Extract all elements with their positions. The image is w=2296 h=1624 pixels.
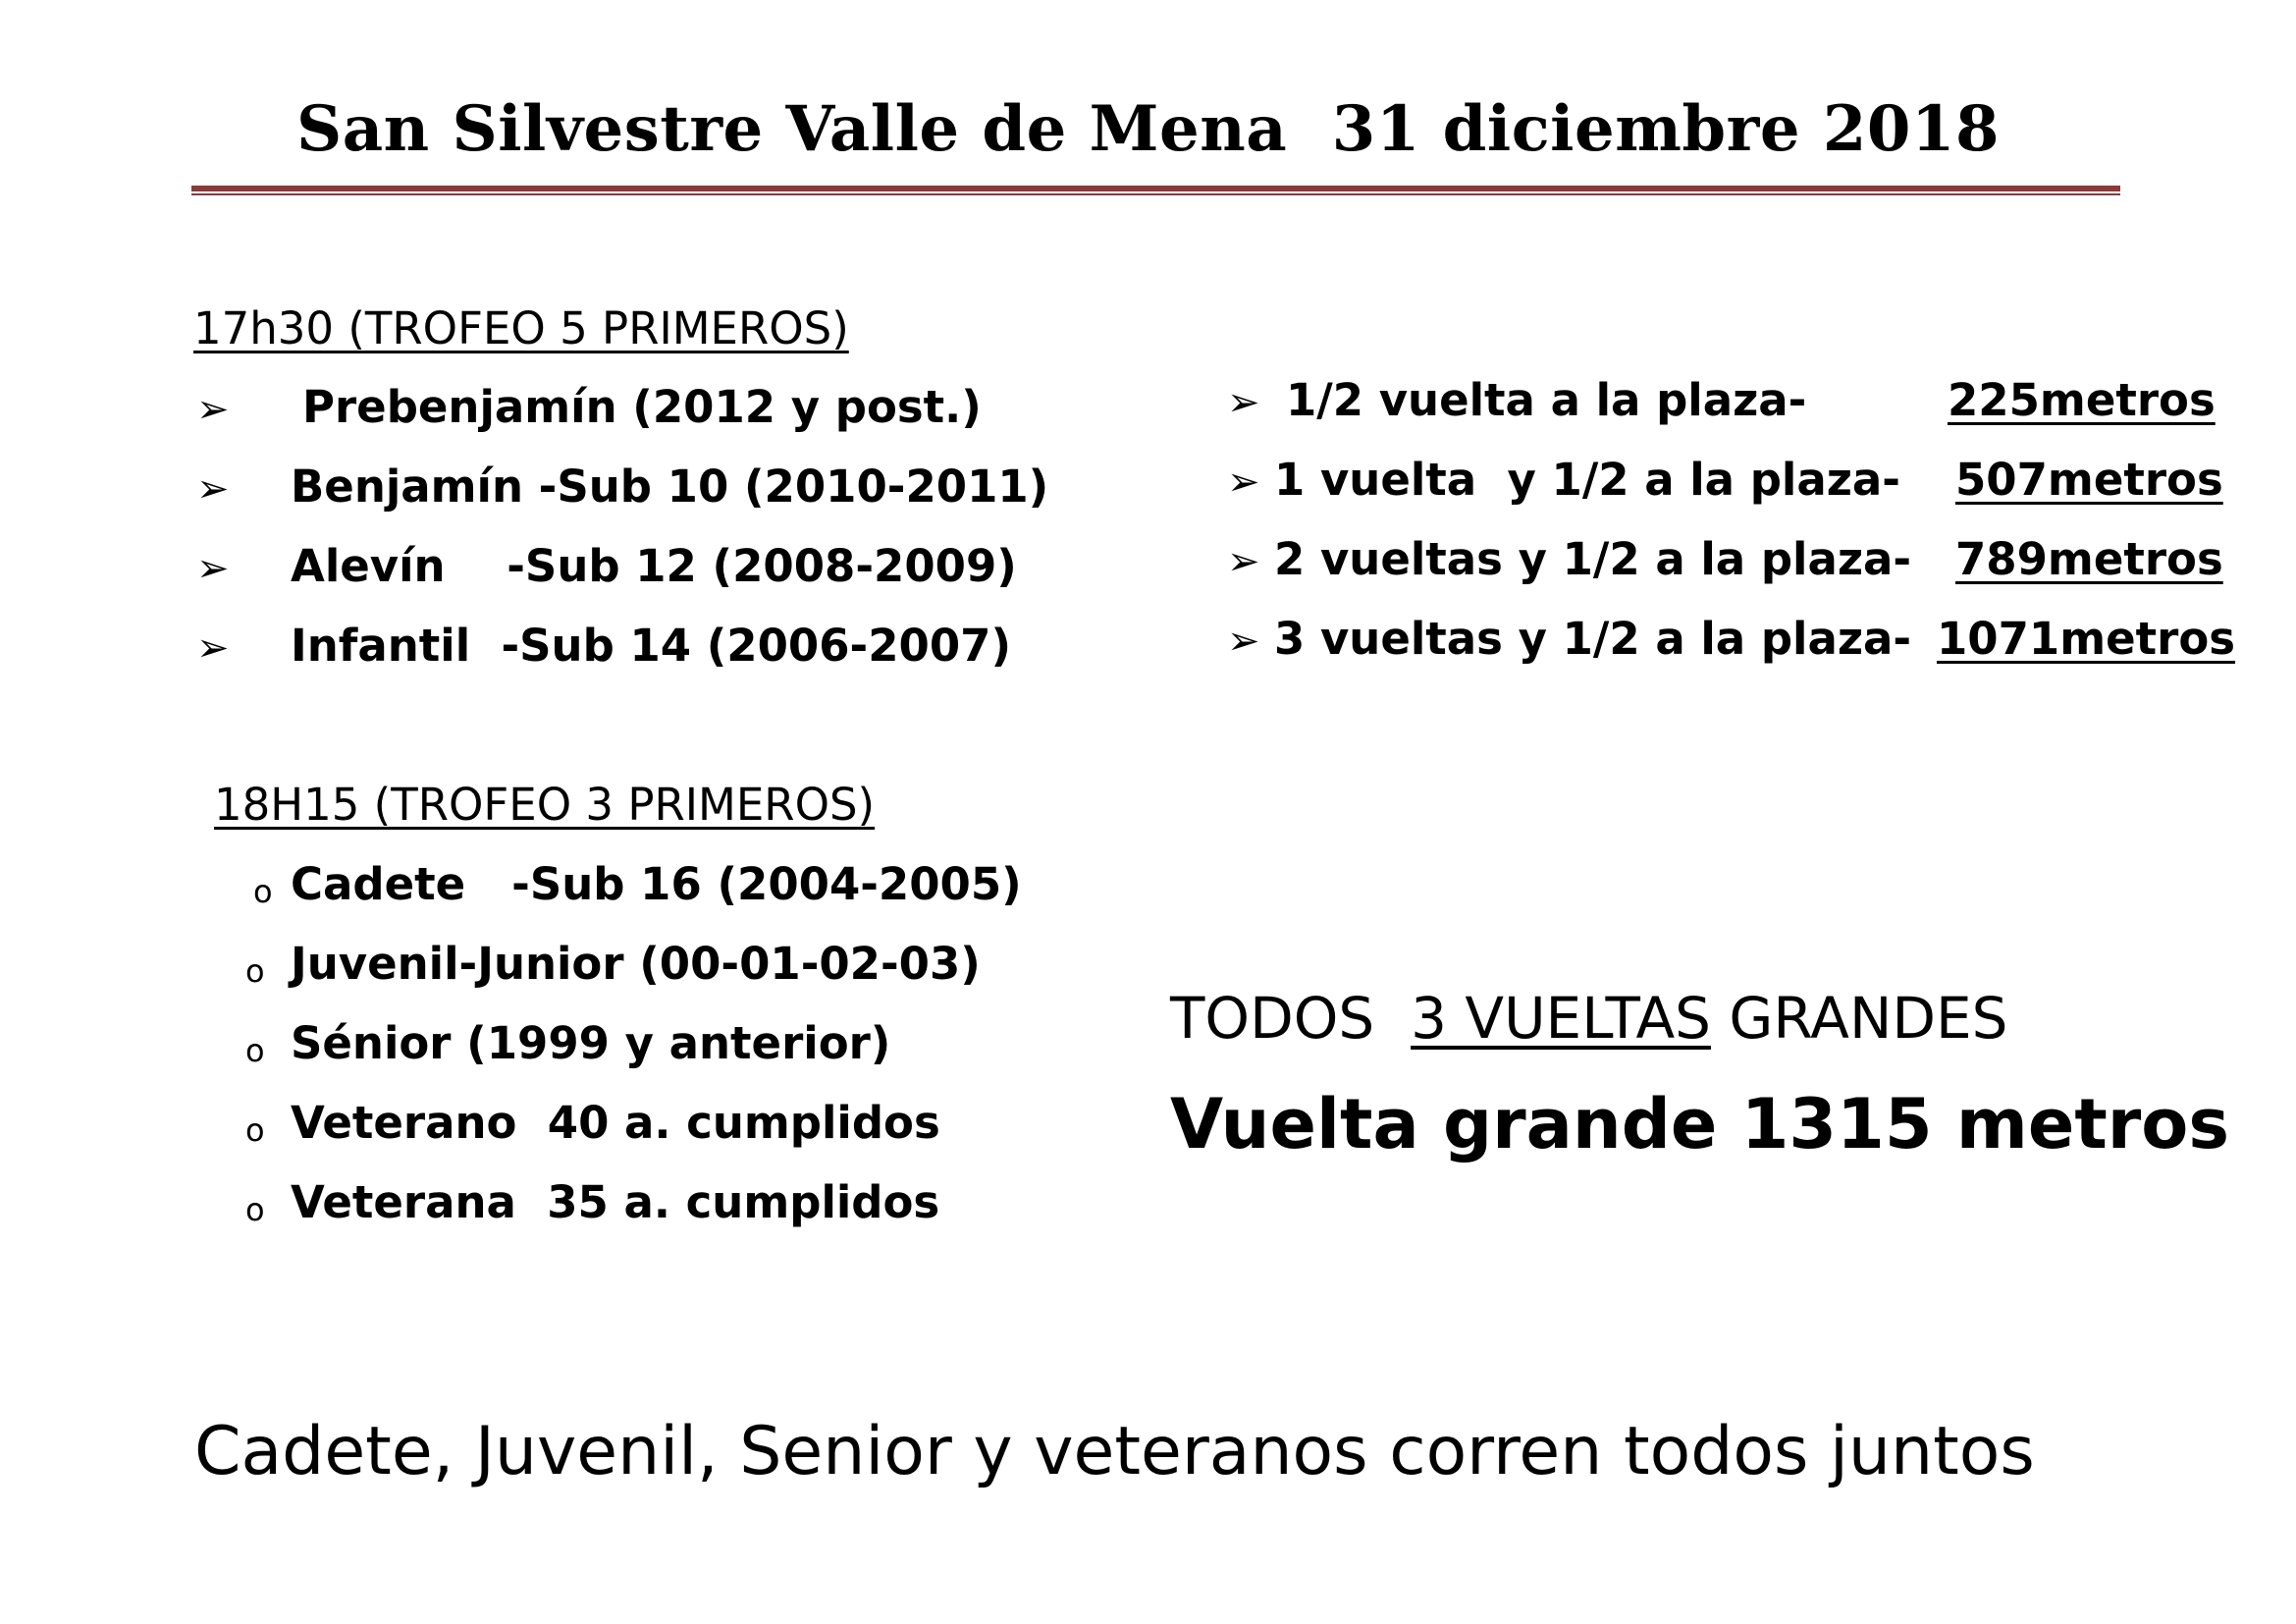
todos-emphasis: 3 VUELTAS: [1411, 985, 1711, 1052]
vuelta-grande: Vuelta grande 1315 metros: [1170, 1084, 2230, 1164]
distance-value: 1071metros: [1937, 613, 2236, 665]
category-item: Juvenil-Junior (00-01-02-03): [291, 938, 981, 990]
arrow-bullet-icon: ➢: [196, 387, 230, 432]
todos-suffix: GRANDES: [1710, 985, 2008, 1052]
arrow-bullet-icon: ➢: [196, 466, 230, 512]
circle-bullet-icon: o: [245, 1032, 265, 1069]
arrow-bullet-icon: ➢: [196, 546, 230, 591]
distance-label: 3 vueltas y 1/2 a la plaza-: [1274, 613, 1912, 665]
circle-bullet-icon: o: [245, 1191, 265, 1228]
category-item: Veterana 35 a. cumplidos: [291, 1176, 940, 1228]
footer-note: Cadete, Juvenil, Senior y veteranos corren todos juntos: [194, 1413, 2035, 1490]
category-item: Veterano 40 a. cumplidos: [291, 1097, 940, 1149]
arrow-bullet-icon: ➢: [196, 625, 230, 671]
category-item: Infantil -Sub 14 (2006-2007): [291, 620, 1012, 672]
distance-value: 225metros: [1948, 374, 2216, 426]
category-item: Benjamín -Sub 10 (2010-2011): [291, 460, 1049, 513]
distance-value: 789metros: [1955, 533, 2223, 585]
group2-heading: 18H15 (TROFEO 3 PRIMEROS): [214, 779, 876, 831]
document-title: San Silvestre Valle de Mena 31 diciembre 2018: [295, 92, 2001, 166]
circle-bullet-icon: o: [245, 1111, 265, 1149]
distance-label: 1/2 vuelta a la plaza-: [1286, 374, 1807, 426]
category-item: Sénior (1999 y anterior): [291, 1017, 891, 1069]
todos-line: [1170, 985, 2008, 1052]
group1-heading: 17h30 (TROFEO 5 PRIMEROS): [193, 302, 849, 354]
distance-value: 507metros: [1955, 454, 2223, 506]
circle-bullet-icon: o: [253, 873, 273, 910]
title-rule-thin: [191, 193, 2120, 195]
arrow-bullet-icon: ➢: [1227, 380, 1260, 425]
distance-label: 1 vuelta y 1/2 a la plaza-: [1274, 454, 1900, 506]
todos-prefix: TODOS: [1170, 985, 1412, 1052]
circle-bullet-icon: o: [245, 952, 265, 990]
title-rule-thick: [191, 186, 2120, 191]
arrow-bullet-icon: ➢: [1227, 460, 1260, 505]
category-item: Alevín -Sub 12 (2008-2009): [291, 540, 1017, 592]
distance-label: 2 vueltas y 1/2 a la plaza-: [1274, 533, 1912, 585]
arrow-bullet-icon: ➢: [1227, 539, 1260, 584]
arrow-bullet-icon: ➢: [1227, 619, 1260, 664]
category-item: Cadete -Sub 16 (2004-2005): [291, 858, 1022, 910]
category-item: Prebenjamín (2012 y post.): [302, 381, 982, 433]
